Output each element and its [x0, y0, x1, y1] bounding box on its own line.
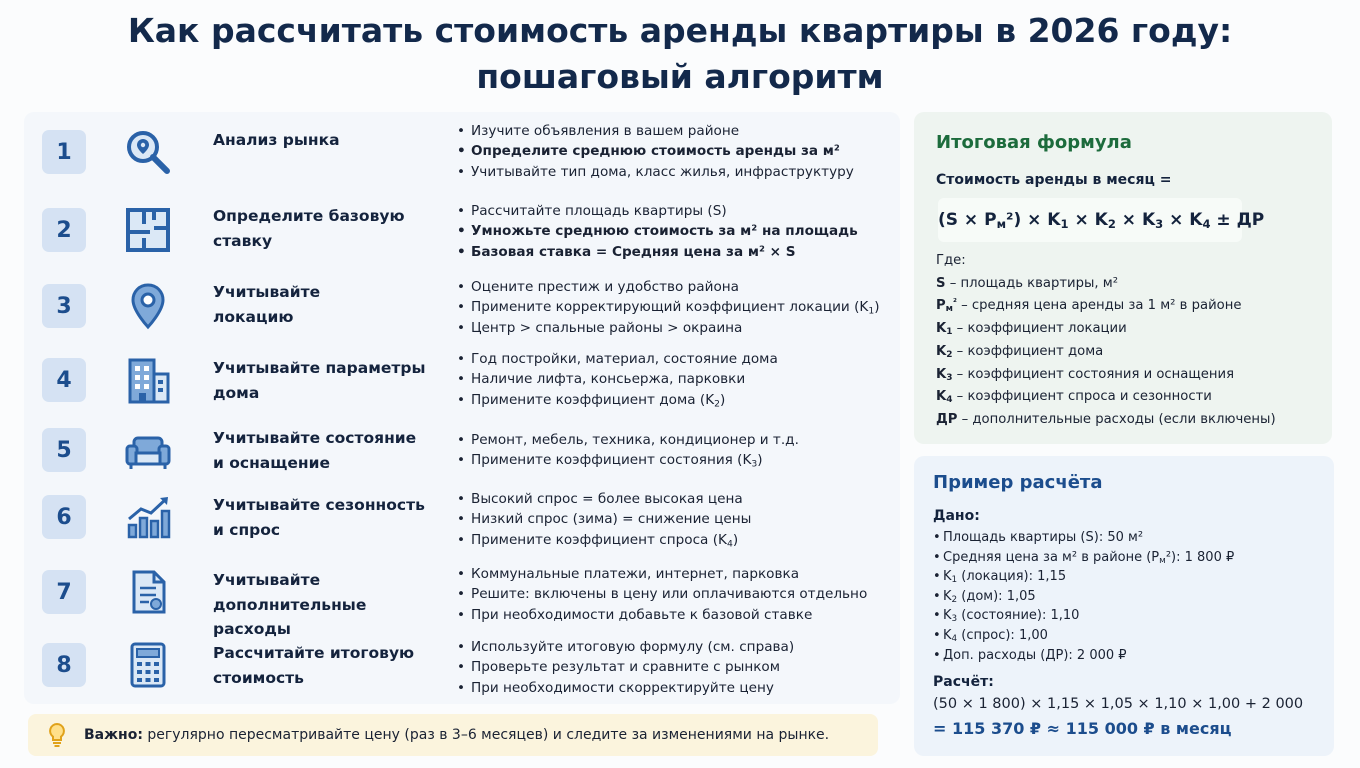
- step-number: 4: [42, 358, 86, 402]
- bullet: • Примените коэффициент спроса $(K_4)$: [457, 530, 897, 550]
- calculator-icon: [124, 641, 172, 689]
- bullet: • Оцените престиж и удобство района: [457, 277, 897, 297]
- step-bullets: [457, 121, 897, 182]
- step-bullets: [457, 277, 897, 338]
- bullet: • Высокий спрос = более высокая цена: [457, 489, 897, 509]
- important-note: [28, 714, 878, 756]
- legend-row: ДР – дополнительные расходы (если включены): [936, 411, 1276, 427]
- step-bullets: [457, 489, 897, 550]
- legend-row: $K_4$ – коэффициент спроса и сезонности: [936, 389, 1212, 406]
- lightbulb-icon: [46, 722, 68, 748]
- step-number: 6: [42, 495, 86, 539]
- magnifier-icon: [124, 128, 172, 176]
- bullet: • Изучите объявления в вашем районе: [457, 121, 897, 141]
- bullet: • Год постройки, материал, состояние дома: [457, 349, 897, 369]
- building-icon: [124, 356, 172, 404]
- bullet: • Определите среднюю стоимость аренды за м²: [457, 141, 897, 161]
- step-number: 7: [42, 570, 86, 614]
- document-icon: [124, 568, 172, 616]
- bullet: • Центр > спальные районы > окраина: [457, 318, 897, 338]
- step-title: Учитывайте локацию: [213, 283, 321, 326]
- formula-label: Стоимость аренды в месяц =: [936, 172, 1172, 188]
- page-title: [0, 8, 1360, 100]
- bullet: • Примените коэффициент дома $(K_2)$: [457, 390, 897, 410]
- bullet: • Решите: включены в цену или оплачиваются отдельно: [457, 584, 897, 604]
- given-item: • Средняя цена за м² в районе $(P_м^2)$: 1 800 ₽: [933, 548, 1234, 568]
- calc-result: = 115 370 ₽ ≈ 115 000 ₽ в месяц: [933, 719, 1232, 738]
- step-number: 1: [42, 130, 86, 174]
- growth-chart-icon: [124, 493, 172, 541]
- given-item: • $K_3$ (состояние): 1,10: [933, 606, 1234, 626]
- step-title: Учитывайте состояние и оснащение: [213, 429, 417, 472]
- given-item: • Площадь квартиры (S): 50 м²: [933, 528, 1234, 548]
- given-item: • $K_4$ (спрос): 1,00: [933, 626, 1234, 646]
- bullet: • Базовая ставка = Средняя цена за м² × S: [457, 242, 897, 262]
- step-title: Учитывайте дополнительные расходы: [213, 571, 367, 638]
- given-item: • Доп. расходы (ДР): 2 000 ₽: [933, 646, 1234, 666]
- example-title: Пример расчёта: [933, 472, 1103, 493]
- step-number: 2: [42, 208, 86, 252]
- legend-row: $K_3$ – коэффициент состояния и оснащения: [936, 366, 1235, 383]
- given-item: • $K_1$ (локация): 1,15: [933, 567, 1234, 587]
- floor-plan-icon: [124, 206, 172, 254]
- bullet: • Примените коэффициент состояния $(K_3)$: [457, 450, 897, 470]
- step-title: Определите базовую ставку: [213, 207, 405, 250]
- step-number: 3: [42, 284, 86, 328]
- bullet: • Рассчитайте площадь квартиры (S): [457, 201, 897, 221]
- bullet: • При необходимости добавьте к базовой ставке: [457, 605, 897, 625]
- title-line-2: пошаговый алгоритм: [476, 57, 884, 96]
- calc-expression: (50 × 1 800) × 1,15 × 1,05 × 1,10 × 1,00 + 2 000: [933, 696, 1304, 712]
- step-bullets: [457, 201, 897, 262]
- step-bullets: [457, 430, 897, 471]
- step-title: Учитывайте сезонность и спрос: [213, 496, 425, 539]
- formula-title: Итоговая формула: [936, 132, 1132, 153]
- bullet: • Учитывайте тип дома, класс жилья, инфраструктуру: [457, 162, 897, 182]
- title-line-1: Как рассчитать стоимость аренды квартиры в 2026 году:: [127, 11, 1233, 50]
- steps-panel: [24, 112, 900, 704]
- bullet: • При необходимости скорректируйте цену: [457, 678, 897, 698]
- legend-row: $K_1$ – коэффициент локации: [936, 321, 1127, 338]
- formula-expression: $(S \times P_м^2) \times K_1 \times K_2 \times K_3 \times K_4$ ± ДР: [938, 198, 1242, 242]
- step-bullets: [457, 637, 897, 698]
- legend-row: $P_м^{^2}$ – средняя цена аренды за 1 м² в районе: [936, 298, 1242, 315]
- given-item: • $K_2$ (дом): 1,05: [933, 587, 1234, 607]
- step-title: Рассчитайте итоговую стоимость: [213, 644, 415, 687]
- note-text: Важно: регулярно пересматривайте цену (раз в 3–6 месяцев) и следите за изменениями на рынке.: [84, 727, 830, 743]
- where-label: Где:: [936, 253, 966, 268]
- step-bullets: [457, 564, 897, 625]
- step-number: 5: [42, 428, 86, 472]
- bullet: • Примените корректирующий коэффициент локации $(K_1)$: [457, 297, 897, 317]
- formula-legend: [936, 250, 1276, 432]
- bullet: • Низкий спрос (зима) = снижение цены: [457, 509, 897, 529]
- bullet: • Коммунальные платежи, интернет, парковка: [457, 564, 897, 584]
- step-title: Анализ рынка: [213, 131, 340, 149]
- bullet: • Используйте итоговую формулу (см. справа): [457, 637, 897, 657]
- formula-card: [914, 112, 1332, 444]
- step-title: Учитывайте параметры дома: [213, 359, 426, 402]
- step-bullets: [457, 349, 897, 410]
- step-number: 8: [42, 643, 86, 687]
- sofa-icon: [124, 426, 172, 474]
- example-card: [914, 456, 1334, 756]
- bullet: • Умножьте среднюю стоимость за м² на площадь: [457, 221, 897, 241]
- given-label: Дано:: [933, 508, 980, 524]
- location-pin-icon: [124, 282, 172, 330]
- calc-label: Расчёт:: [933, 674, 994, 690]
- given-list: [933, 528, 1234, 665]
- bullet: • Проверьте результат и сравните с рынком: [457, 657, 897, 677]
- legend-row: S – площадь квартиры, м²: [936, 275, 1119, 291]
- bullet: • Ремонт, мебель, техника, кондиционер и т.д.: [457, 430, 897, 450]
- legend-row: $K_2$ – коэффициент дома: [936, 343, 1104, 361]
- bullet: • Наличие лифта, консьержа, парковки: [457, 369, 897, 389]
